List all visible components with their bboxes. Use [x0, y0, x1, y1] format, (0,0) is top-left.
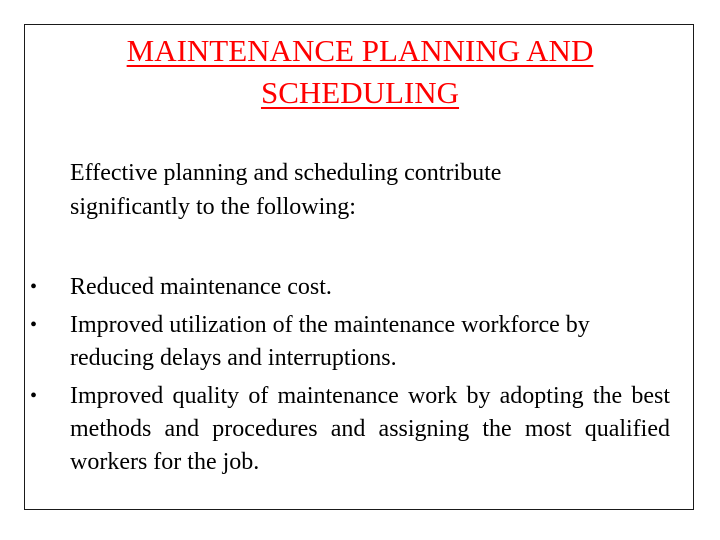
bullet-dot-icon: • — [30, 276, 38, 298]
bullet-item-workforce — [30, 309, 670, 375]
bullet-item-cost — [30, 271, 670, 304]
bullet-item-quality — [30, 380, 670, 479]
bullet-dot-icon: • — [30, 385, 38, 407]
bullet-dot-icon: • — [30, 314, 38, 336]
bullet-text: Reduced maintenance cost. — [70, 274, 332, 300]
title-line-2: SCHEDULING — [260, 75, 460, 110]
bullet-text: Improved utilization of the maintenance workforce by reducing delays and interruptions. — [70, 312, 590, 371]
intro-line-1: Effective planning and scheduling contribute — [70, 160, 502, 186]
title-line-1: MAINTENANCE PLANNING AND — [126, 33, 594, 68]
bullet-text: Improved quality of maintenance work by adopting the best methods and procedures and assigning the most qualified workers for the job. — [70, 383, 670, 475]
bullet-list — [30, 271, 670, 484]
slide-title — [0, 30, 720, 114]
intro-paragraph — [70, 156, 670, 224]
intro-line-2: significantly to the following: — [70, 194, 356, 220]
